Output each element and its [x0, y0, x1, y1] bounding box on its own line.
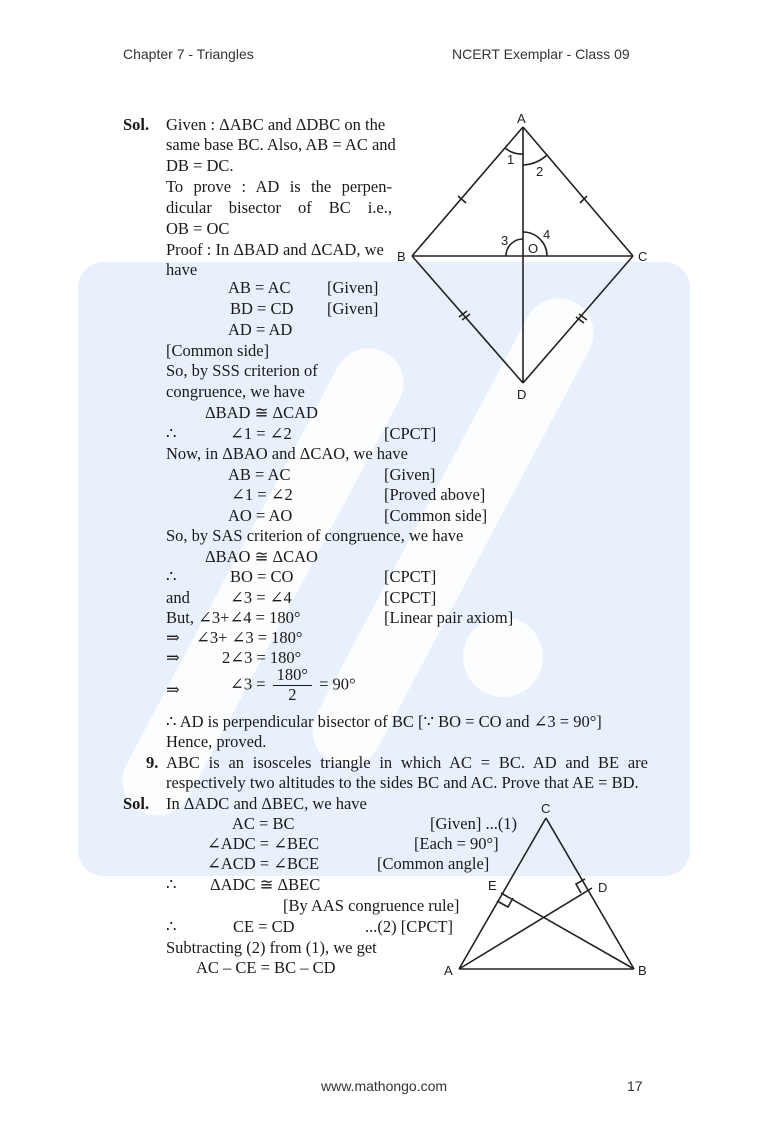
reason: [Given] ...(1): [430, 814, 518, 833]
statement: BD = CD: [230, 299, 294, 318]
reason: [Common side]: [166, 341, 270, 360]
vertex-label-o: O: [528, 241, 539, 256]
angle-label-2: 2: [536, 164, 544, 179]
question-text: ABC is an isosceles triangle in which AC = BC. AD and BE are: [166, 753, 648, 772]
statement: AD = AD: [228, 320, 293, 339]
reason: [Linear pair axiom]: [384, 608, 514, 627]
reason: [Proved above]: [384, 485, 486, 504]
statement-fraction: [230, 665, 356, 704]
reason: [Given]: [327, 278, 379, 297]
text: Now, in ΔBAO and ΔCAO, we have: [166, 444, 408, 463]
vertex-label-c: C: [638, 249, 648, 264]
text: congruence, we have: [166, 382, 305, 401]
statement: AC = BC: [232, 814, 295, 833]
sol1-line: OB = OC: [166, 219, 230, 238]
statement: ∠1 = ∠2: [230, 424, 292, 443]
vertex-label-a: A: [517, 111, 526, 126]
statement: ΔBAD ≅ ΔCAD: [205, 403, 318, 422]
implies-symbol: ⇒: [166, 680, 180, 699]
text: In ΔADC and ΔBEC, we have: [166, 794, 367, 813]
statement: ∠1 = ∠2: [231, 485, 293, 504]
sol1-line: dicular bisector of BC i.e.,: [166, 198, 392, 217]
sol1-line: DB = DC.: [166, 156, 234, 175]
reason: [Each = 90°]: [414, 834, 499, 853]
sol-label: Sol.: [123, 794, 150, 813]
reason: [Given]: [384, 465, 436, 484]
reason: [Common side]: [384, 506, 488, 525]
question-number: 9.: [146, 753, 159, 772]
page-header-chapter: Chapter 7 - Triangles: [123, 46, 254, 62]
statement: AB = AC: [228, 465, 291, 484]
vertex-label-a: A: [444, 963, 453, 978]
fraction: [273, 665, 312, 704]
therefore-symbol: ∴: [166, 567, 177, 586]
reason: [CPCT]: [384, 588, 437, 607]
statement: BO = CO: [230, 567, 294, 586]
vertex-label-b: B: [638, 963, 647, 978]
statement: ΔADC ≅ ΔBEC: [210, 875, 321, 894]
watermark-dot: [463, 617, 543, 697]
footer-url: www.mathongo.com: [321, 1078, 448, 1094]
therefore-symbol: ∴: [166, 875, 177, 894]
statement: ΔBAO ≅ ΔCAO: [205, 547, 318, 566]
reason: [CPCT]: [384, 567, 437, 586]
kite-diagram: [390, 105, 670, 405]
statement: ∠ACD = ∠BCE: [207, 854, 320, 873]
page-number: 17: [627, 1078, 643, 1094]
reason: [CPCT]: [384, 424, 437, 443]
reason: [Given]: [327, 299, 379, 318]
statement: ∠3+ ∠3 = 180°: [196, 628, 303, 647]
page-header-book: NCERT Exemplar - Class 09: [452, 46, 630, 62]
fraction-denominator: 2: [288, 685, 297, 704]
statement: AO = AO: [228, 506, 293, 525]
conclusion: ∴ AD is perpendicular bisector of BC [∵ BO = CO and ∠3 = 90°]: [166, 712, 602, 731]
statement: 2∠3 = 180°: [222, 648, 302, 667]
reason: [By AAS congruence rule]: [283, 896, 460, 915]
sol-label: Sol.: [123, 115, 150, 134]
therefore-symbol: ∴: [166, 424, 177, 443]
sol1-line: same base BC. Also, AB = AC and: [166, 135, 396, 154]
text: So, by SSS criterion of: [166, 361, 318, 380]
reason: [Common angle]: [377, 854, 490, 873]
fraction-numerator: 180°: [273, 665, 312, 686]
question-text: respectively two altitudes to the sides BC and AC. Prove that AE = BD.: [166, 773, 639, 792]
isosceles-triangle-diagram: [430, 795, 670, 985]
vertex-label-d: D: [598, 880, 608, 895]
implies-symbol: ⇒: [166, 628, 180, 647]
reason: ...(2) [CPCT]: [365, 917, 453, 936]
statement: AC – CE = BC – CD: [196, 958, 336, 977]
vertex-label-e: E: [488, 878, 497, 893]
statement: But, ∠3+∠4 = 180°: [166, 608, 301, 627]
text: and: [166, 588, 190, 607]
implies-symbol: ⇒: [166, 648, 180, 667]
vertex-label-c: C: [541, 801, 551, 816]
vertex-label-d: D: [517, 387, 527, 402]
angle-label-4: 4: [543, 227, 551, 242]
vertex-label-b: B: [397, 249, 406, 264]
text: So, by SAS criterion of congruence, we have: [166, 526, 464, 545]
angle-label-1: 1: [507, 152, 515, 167]
hence-proved: Hence, proved.: [166, 732, 267, 751]
statement: ∠ADC = ∠BEC: [207, 834, 320, 853]
text: Subtracting (2) from (1), we get: [166, 938, 377, 957]
sol1-line: Given : ΔABC and ΔDBC on the: [166, 115, 386, 134]
statement: ∠3 = ∠4: [230, 588, 292, 607]
statement: CE = CD: [233, 917, 295, 936]
therefore-symbol: ∴: [166, 917, 177, 936]
sol1-line: Proof : In ΔBAD and ΔCAD, we: [166, 240, 384, 259]
fraction-lhs: ∠3 =: [230, 674, 266, 694]
statement: AB = AC: [228, 278, 291, 297]
angle-label-3: 3: [501, 233, 509, 248]
sol1-line: To prove : AD is the perpen-: [166, 177, 392, 196]
sol1-line: have: [166, 260, 198, 279]
fraction-rhs: = 90°: [319, 674, 356, 694]
